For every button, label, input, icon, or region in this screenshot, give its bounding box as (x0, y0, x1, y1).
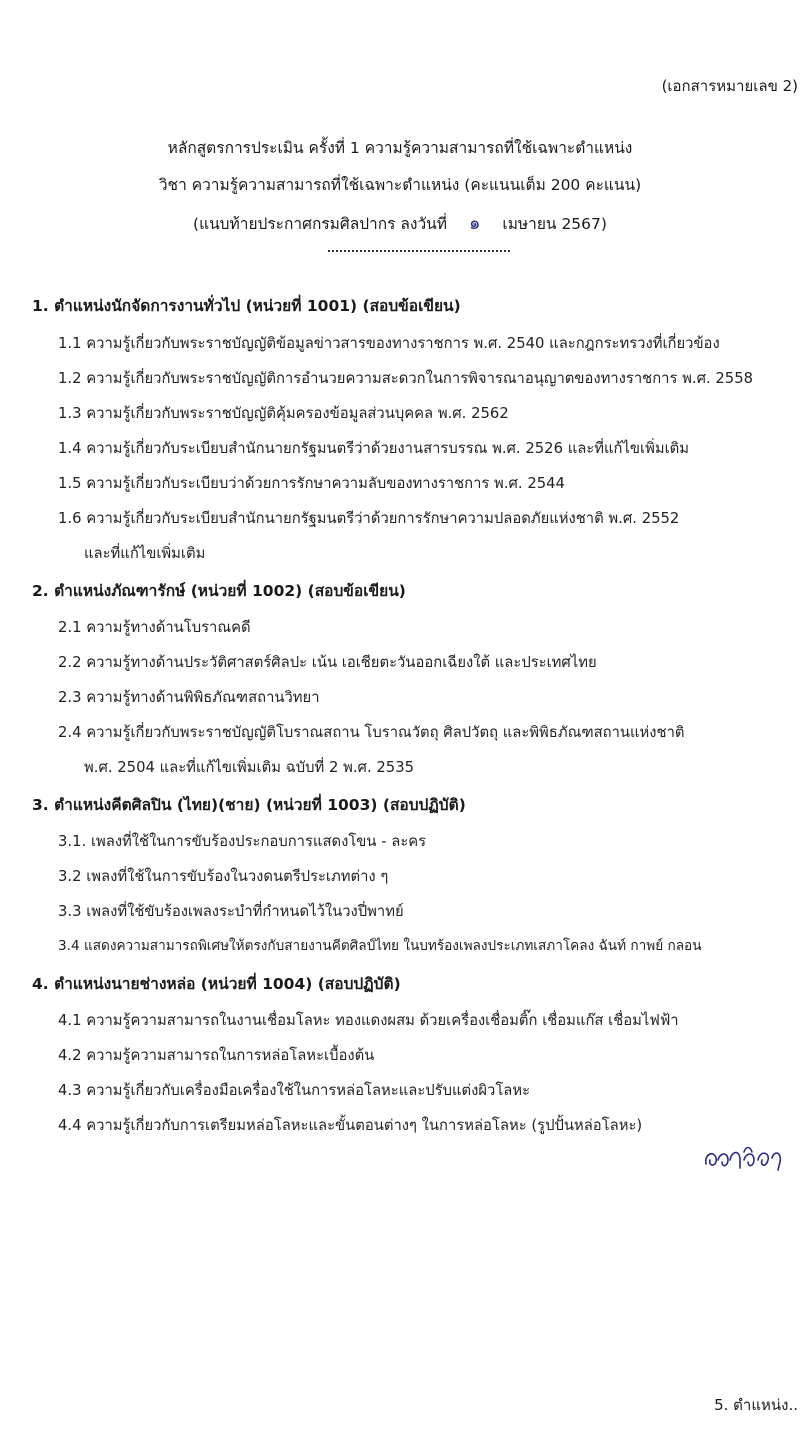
list-item: 3.3 เพลงที่ใช้ขับร้องเพลงระบำที่กำหนดไว้ในวงปี่พาทย์ (58, 903, 404, 920)
signature-initials (700, 1138, 790, 1178)
list-item: 1.1 ความรู้เกี่ยวกับพระราชบัญญัติข้อมูลข่าวสารของทางราชการ พ.ศ. 2540 และกฎกระทรวงที่เกี่ยวข้อง (58, 335, 720, 352)
title-line-3-prefix: (แนบท้ายประกาศกรมศิลปากร ลงวันที่ (193, 215, 447, 233)
handwritten-day: ๑ (468, 213, 481, 234)
section-heading-2: 2. ตำแหน่งภัณฑารักษ์ (หน่วยที่ 1002) (สอบข้อเขียน) (32, 582, 406, 600)
list-item-continuation: พ.ศ. 2504 และที่แก้ไขเพิ่มเติม ฉบับที่ 2 พ.ศ. 2535 (84, 759, 415, 776)
list-item: 3.4 แสดงความสามารถพิเศษให้ตรงกับสายงานคีตศิลป์ไทย ในบทร้องเพลงประเภทเสภาโคลง ฉันท์ กาพย์ กลอน (58, 938, 702, 954)
section-heading-3: 3. ตำแหน่งคีตศิลปิน (ไทย)(ชาย) (หน่วยที่ 1003) (สอบปฏิบัติ) (32, 796, 466, 814)
list-item: 2.2 ความรู้ทางด้านประวัติศาสตร์ศิลปะ เน้น เอเชียตะวันออกเฉียงใต้ และประเทศไทย (58, 654, 597, 671)
list-item: 1.4 ความรู้เกี่ยวกับระเบียบสำนักนายกรัฐมนตรีว่าด้วยงานสารบรรณ พ.ศ. 2526 และที่แก้ไขเพิ่มเติม (58, 440, 690, 457)
title-line-1: หลักสูตรการประเมิน ครั้งที่ 1 ความรู้ความสามารถที่ใช้เฉพาะตำแหน่ง (167, 139, 633, 157)
list-item: 4.1 ความรู้ความสามารถในงานเชื่อมโลหะ ทองแดงผสม ด้วยเครื่องเชื่อมติ๊ก เชื่อมแก๊ส เชื่อมไฟฟ้า (58, 1012, 679, 1029)
list-item: 3.2 เพลงที่ใช้ในการขับร้องในวงดนตรีประเภทต่าง ๆ (58, 868, 389, 885)
dotted-divider (328, 250, 510, 252)
title-line-2: วิชา ความรู้ความสามารถที่ใช้เฉพาะตำแหน่ง (คะแนนเต็ม 200 คะแนน) (158, 176, 642, 194)
title-line-3 (0, 208, 800, 237)
list-item: 2.1 ความรู้ทางด้านโบราณคดี (58, 619, 251, 636)
document-number: (เอกสารหมายเลข 2) (661, 77, 798, 95)
list-item: 3.1. เพลงที่ใช้ในการขับร้องประกอบการแสดงโขน - ละคร (58, 833, 427, 850)
next-page-indicator: 5. ตำแหน่ง.. (714, 1396, 798, 1414)
title-line-3-suffix: เมษายน 2567) (502, 215, 607, 233)
list-item: 1.2 ความรู้เกี่ยวกับพระราชบัญญัติการอำนวยความสะดวกในการพิจารณาอนุญาตของทางราชการ พ.ศ. 2558 (58, 370, 754, 387)
list-item: 1.6 ความรู้เกี่ยวกับระเบียบสำนักนายกรัฐมนตรีว่าด้วยการรักษาความปลอดภัยแห่งชาติ พ.ศ. 2552 (58, 510, 680, 527)
list-item: 1.3 ความรู้เกี่ยวกับพระราชบัญญัติคุ้มครองข้อมูลส่วนบุคคล พ.ศ. 2562 (58, 405, 509, 422)
list-item: 1.5 ความรู้เกี่ยวกับระเบียบว่าด้วยการรักษาความลับของทางราชการ พ.ศ. 2544 (58, 475, 565, 492)
section-heading-1: 1. ตำแหน่งนักจัดการงานทั่วไป (หน่วยที่ 1001) (สอบข้อเขียน) (32, 297, 461, 315)
section-heading-4: 4. ตำแหน่งนายช่างหล่อ (หน่วยที่ 1004) (สอบปฏิบัติ) (32, 975, 401, 993)
list-item: 2.3 ความรู้ทางด้านพิพิธภัณฑสถานวิทยา (58, 689, 320, 706)
list-item: 4.3 ความรู้เกี่ยวกับเครื่องมือเครื่องใช้ในการหล่อโลหะและปรับแต่งผิวโลหะ (58, 1082, 531, 1099)
list-item: 4.2 ความรู้ความสามารถในการหล่อโลหะเบื้องต้น (58, 1047, 375, 1064)
list-item: 2.4 ความรู้เกี่ยวกับพระราชบัญญัติโบราณสถาน โบราณวัตถุ ศิลปวัตถุ และพิพิธภัณฑสถานแห่งชาติ (58, 724, 685, 741)
list-item: 4.4 ความรู้เกี่ยวกับการเตรียมหล่อโลหะและขั้นตอนต่างๆ ในการหล่อโลหะ (รูปปั้นหล่อโลหะ) (58, 1117, 643, 1134)
list-item-continuation: และที่แก้ไขเพิ่มเติม (84, 545, 206, 562)
